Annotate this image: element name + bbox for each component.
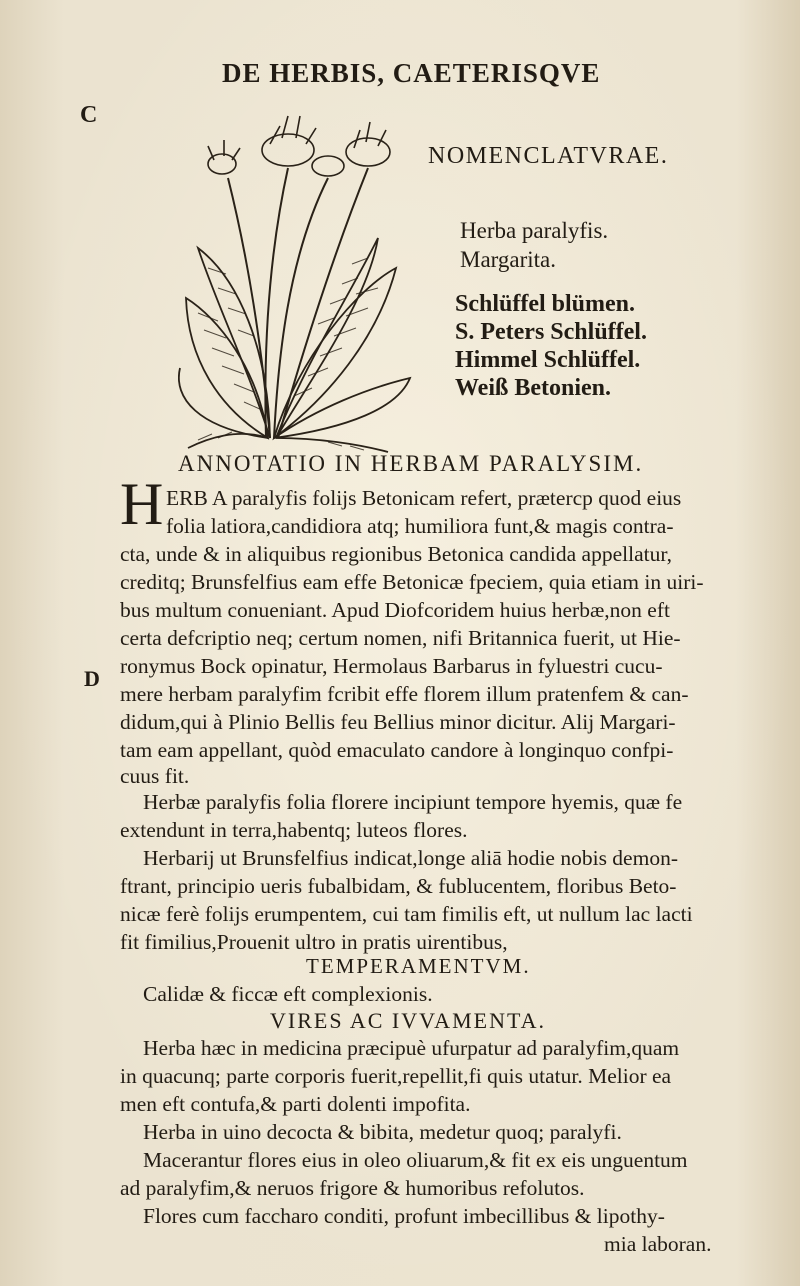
vires-heading: VIRES AC IVVAMENTA.: [270, 1008, 547, 1033]
text-line: men eft contufa,& parti dolenti impofita.: [120, 1092, 471, 1116]
text-line: nicæ ferè folijs erumpentem, cui tam fimilis eft, ut nullum lac lacti: [120, 902, 693, 926]
text-line: ronymus Bock opinatur, Hermolaus Barbarus in fyluestri cucu-: [120, 654, 663, 678]
text-line: cta, unde & in aliquibus regionibus Betonica candida appellatur,: [120, 542, 673, 566]
text-line: Macerantur flores eius in oleo oliuarum,& fit ex eis unguentum: [143, 1148, 688, 1172]
text-line: creditq; Brunsfelfius eam effe Betonicæ fpeciem, quia etiam in uiri-: [120, 570, 704, 594]
german-name: Himmel Schlüffel.: [455, 347, 641, 373]
running-head: DE HERBIS, CAETERISQVE: [222, 58, 601, 88]
text-line: tam eam appellant, quòd emaculato candore à longinquo confpi-: [120, 738, 674, 762]
text-line: mia laboran.: [604, 1232, 712, 1256]
text-line: in quacunq; parte corporis fuerit,repellit,fi quis utatur. Melior ea: [120, 1064, 672, 1088]
german-name: Schlüffel blümen.: [455, 291, 636, 317]
text-line: mere herbam paralyfim fcribit effe florem illum pratenfem & can-: [120, 682, 689, 706]
text-line: ad paralyfim,& neruos frigore & humoribus refolutos.: [120, 1176, 585, 1200]
text-line: Flores cum faccharo conditi, profunt imbecillibus & lipothy-: [143, 1204, 665, 1228]
drop-cap: H: [120, 471, 164, 537]
temperamentum-heading: TEMPERAMENTVM.: [306, 954, 531, 978]
german-name: S. Peters Schlüffel.: [455, 319, 647, 345]
text-line: bus multum conueniant. Apud Diofcoridem huius herbæ,non eft: [120, 598, 670, 622]
text-line: Herbæ paralyfis folia florere incipiunt tempore hyemis, quæ fe: [143, 790, 683, 814]
german-names: [455, 290, 647, 402]
signature-mark-mid: D: [84, 666, 100, 691]
signature-mark-top: C: [80, 102, 98, 128]
text-line: cuus fit.: [120, 764, 190, 788]
text-line: Herbarij ut Brunsfelfius indicat,longe aliā hodie nobis demon-: [143, 846, 678, 870]
german-name: Weiß Betonien.: [455, 375, 612, 401]
text-line: Herba in uino decocta & bibita, medetur quoq; paralyfi.: [143, 1120, 622, 1144]
text-line: didum,qui à Plinio Bellis feu Bellius minor dicitur. Alij Margari-: [120, 710, 676, 734]
latin-names: [460, 216, 608, 274]
text-line: certa defcriptio neq; certum nomen, nifi Britannica fuerit, ut Hie-: [120, 626, 681, 650]
plant-woodcut-icon: [178, 108, 414, 454]
text-line: Calidæ & ficcæ eft complexionis.: [143, 982, 433, 1006]
annotatio-heading: ANNOTATIO IN HERBAM PARALYSIM.: [178, 451, 644, 476]
text-line: Herba hæc in medicina præcipuè ufurpatur ad paralyfim,quam: [143, 1036, 680, 1060]
text-line: folia latiora,candidiora atq; humiliora funt,& magis contra-: [166, 514, 674, 538]
latin-name: Margarita.: [460, 247, 557, 272]
text-line: fit fimilius,Prouenit ultro in pratis uirentibus,: [120, 930, 508, 954]
text-line: ERB A paralyfis folijs Betonicam refert, prætercp quod eius: [166, 486, 682, 510]
nomenclature-heading: NOMENCLATVRAE.: [428, 143, 669, 169]
latin-name: Herba paralyfis.: [460, 218, 609, 243]
text-line: ftrant, principio ueris fubalbidam, & fublucentem, floribus Beto-: [120, 874, 677, 898]
text-line: extendunt in terra,habentq; luteos flores.: [120, 818, 468, 842]
